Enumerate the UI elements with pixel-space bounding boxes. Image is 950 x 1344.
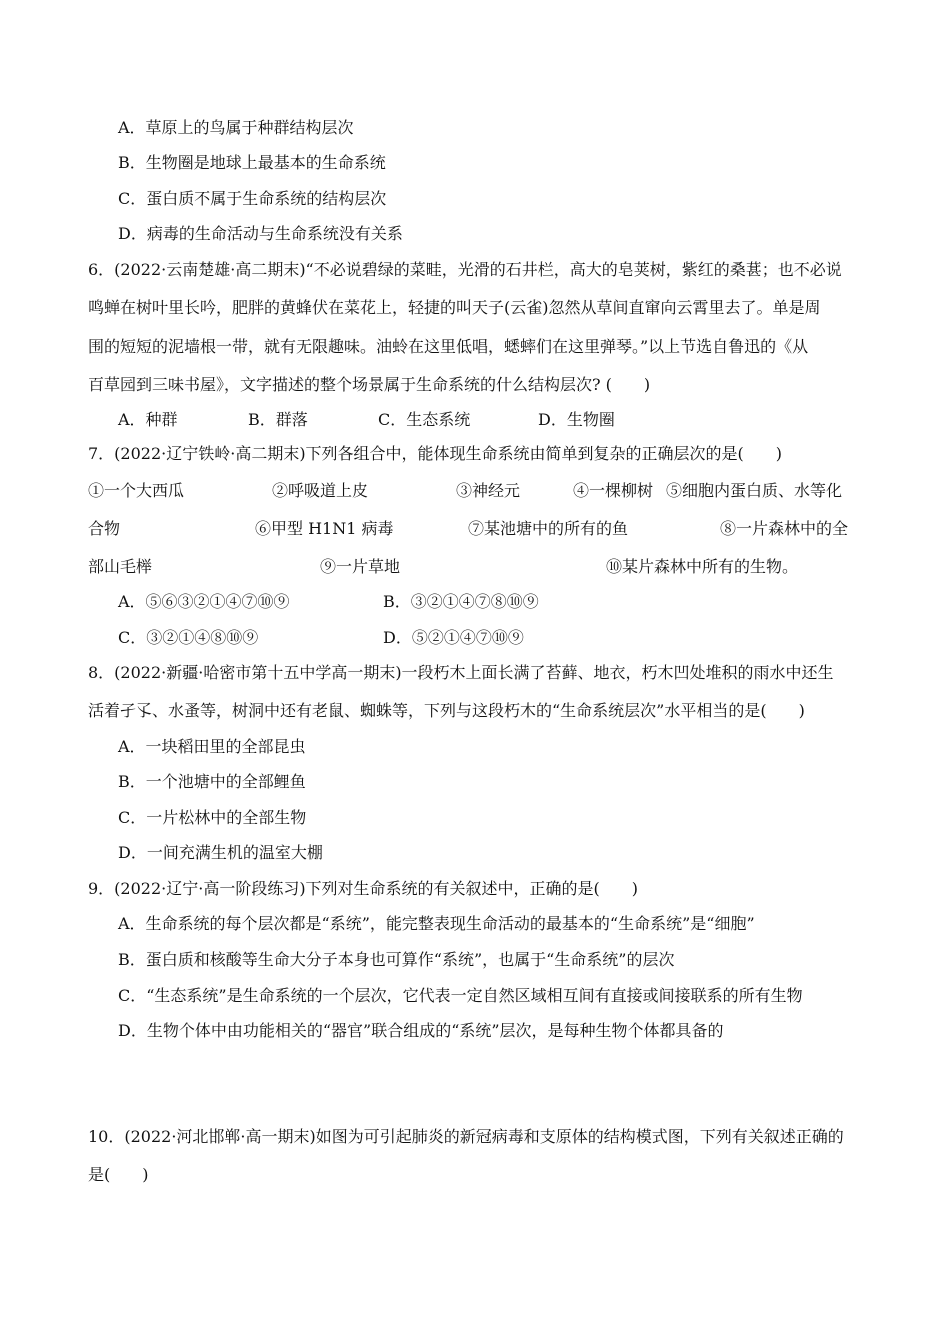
q9-option-d: D．生物个体中由功能相关的“器官”联合组成的“系统”层次，是每种生物个体都具备的	[118, 1021, 724, 1040]
q7-option-d: D．⑤②①④⑦⑩⑨	[383, 628, 524, 647]
q6-stem-line-4: 百草园到三味书屋》，文字描述的整个场景属于生命系统的什么结构层次? ( )	[88, 375, 651, 394]
q9-option-c: C．“生态系统”是生命系统的一个层次，它代表一定自然区域相互间有直接或间接联系的所有生物	[118, 986, 803, 1005]
q6-stem-line-3: 围的短短的泥墙根一带，就有无限趣味。油蛉在这里低唱，蟋蟀们在这里弹琴。”以上节选自鲁迅的《从	[88, 337, 809, 356]
q8-option-c: C．一片松林中的全部生物	[118, 808, 307, 827]
q7-option-b: B．③②①④⑦⑧⑩⑨	[383, 592, 539, 611]
q7-item: ⑦某池塘中的所有的鱼	[468, 519, 629, 538]
q6-option-c: C．生态系统	[378, 410, 471, 429]
q7-item: 部山毛榉	[88, 557, 153, 576]
q7-item: ⑨一片草地	[320, 557, 401, 576]
q7-item: 合物	[88, 519, 121, 538]
q8-option-b: B．一个池塘中的全部鲤鱼	[118, 772, 306, 791]
q6-stem-line-1: 6．(2022·云南楚雄·高二期末)“不必说碧绿的菜畦，光滑的石井栏，高大的皂荚树，紫红的桑葚；也不必说	[88, 260, 842, 279]
q5-option-c: C．蛋白质不属于生命系统的结构层次	[118, 189, 387, 208]
q8-stem-line-1: 8．(2022·新疆·哈密市第十五中学高一期末)一段朽木上面长满了苔藓、地衣，朽木凹处堆积的雨水中还生	[88, 663, 834, 682]
q9-stem: 9．(2022·辽宁·高一阶段练习)下列对生命系统的有关叙述中，正确的是( )	[88, 879, 639, 898]
q7-option-c: C．③②①④⑧⑩⑨	[118, 628, 259, 647]
q5-option-b: B．生物圈是地球上最基本的生命系统	[118, 153, 386, 172]
q8-option-d: D．一间充满生机的温室大棚	[118, 843, 323, 862]
q6-option-b: B．群落	[248, 410, 308, 429]
q10-stem-line-2: 是( )	[88, 1165, 149, 1184]
q9-option-a: A．生命系统的每个层次都是“系统”，能完整表现生命活动的最基本的“生命系统”是“细胞”	[118, 914, 755, 933]
q7-stem: 7．(2022·辽宁铁岭·高二期末)下列各组合中，能体现生命系统由简单到复杂的正确层次的是( )	[88, 444, 783, 463]
q9-option-b: B．蛋白质和核酸等生命大分子本身也可算作“系统”，也属于“生命系统”的层次	[118, 950, 675, 969]
q5-option-d: D．病毒的生命活动与生命系统没有关系	[118, 224, 403, 243]
q6-option-a: A．种群	[118, 410, 178, 429]
q7-item: ②呼吸道上皮	[272, 481, 369, 500]
q6-stem-line-2: 鸣蝉在树叶里长吟，肥胖的黄蜂伏在菜花上，轻捷的叫天子(云雀)忽然从草间直窜向云霄里去了。单是周	[88, 298, 821, 317]
q7-option-a: A．⑤⑥③②①④⑦⑩⑨	[118, 592, 290, 611]
q8-stem-line-2: 活着孑孓、水蚤等，树洞中还有老鼠、蜘蛛等，下列与这段朽木的“生命系统层次”水平相当的是( )	[88, 701, 805, 720]
q7-item: ③神经元	[456, 481, 521, 500]
q6-option-d: D．生物圈	[538, 410, 615, 429]
q7-item: ⑩某片森林中所有的生物。	[606, 557, 799, 576]
q8-option-a: A．一块稻田里的全部昆虫	[118, 737, 306, 756]
q7-item: ⑧一片森林中的全	[720, 519, 849, 538]
q5-option-a: A．草原上的鸟属于种群结构层次	[118, 118, 354, 137]
q7-item: ⑤细胞内蛋白质、水等化	[666, 481, 843, 500]
q7-item: ④一棵柳树	[573, 481, 654, 500]
q7-item: ⑥甲型 H1N1 病毒	[255, 519, 394, 538]
q10-stem-line-1: 10．(2022·河北邯郸·高一期末)如图为可引起肺炎的新冠病毒和支原体的结构模式图，下列有关叙述正确的	[88, 1127, 844, 1146]
q7-item: ①一个大西瓜	[88, 481, 185, 500]
